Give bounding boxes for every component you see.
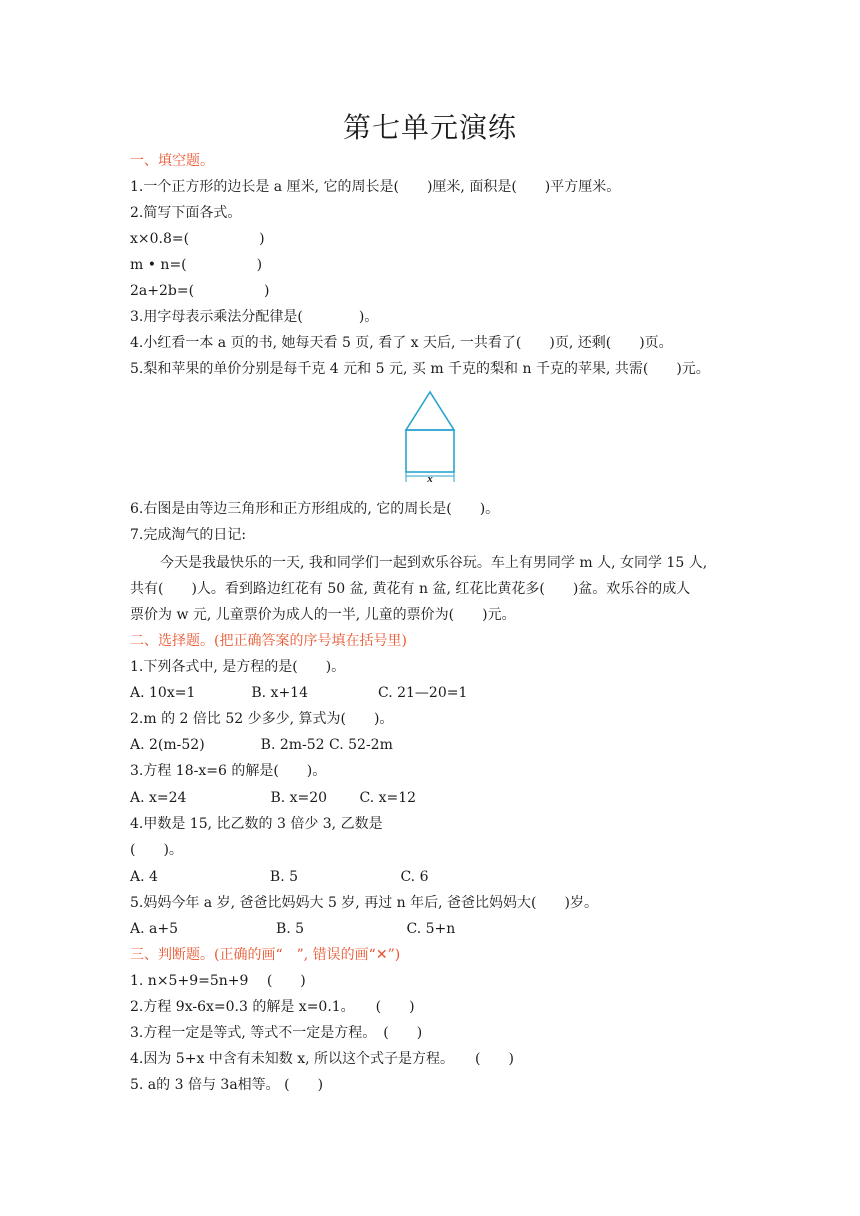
options-line: A. 10x=1 B. x+14 C. 21—20=1 bbox=[130, 685, 468, 701]
diary-line: 今天是我最快乐的一天, 我和同学们一起到欢乐谷玩。车上有男同学 m 人, 女同学 15 人, bbox=[160, 555, 708, 571]
options-line: A. 4 B. 5 C. 6 bbox=[130, 869, 429, 885]
triangle-shape bbox=[406, 392, 454, 430]
options-line: A. 2(m-52) B. 2m-52 C. 52-2m bbox=[130, 737, 393, 753]
question-line: 3.用字母表示乘法分配律是( )。 bbox=[130, 309, 379, 325]
question-line: 7.完成淘气的日记: bbox=[130, 527, 247, 543]
question-line: 5. a的 3 倍与 3a相等。 ( ) bbox=[130, 1077, 324, 1093]
question-line: m • n=( ) bbox=[130, 257, 263, 273]
question-line: 2a+2b=( ) bbox=[130, 283, 270, 299]
figure-label: x bbox=[427, 473, 433, 484]
question-line: 1.一个正方形的边长是 a 厘米, 它的周长是( )厘米, 面积是( )平方厘米。 bbox=[130, 179, 621, 195]
triangle-square-figure bbox=[398, 388, 462, 484]
section-heading-fill-blank: 一、填空题。 bbox=[130, 153, 214, 169]
diary-line: 票价为 w 元, 儿童票价为成人的一半, 儿童的票价为( )元。 bbox=[130, 607, 516, 623]
question-line: 2.m 的 2 倍比 52 少多少, 算式为( )。 bbox=[130, 711, 394, 727]
question-line: 4.甲数是 15, 比乙数的 3 倍少 3, 乙数是 bbox=[130, 816, 383, 832]
question-line: 5.妈妈今年 a 岁, 爸爸比妈妈大 5 岁, 再过 n 年后, 爸爸比妈妈大( )岁。 bbox=[130, 895, 598, 911]
question-line: 3.方程 18-x=6 的解是( )。 bbox=[130, 763, 327, 779]
question-line: ( )。 bbox=[130, 842, 183, 858]
page-title: 第七单元演练 bbox=[342, 111, 517, 144]
question-line: 1. n×5+9=5n+9 ( ) bbox=[130, 973, 306, 989]
options-line: A. a+5 B. 5 C. 5+n bbox=[130, 921, 456, 937]
question-line: x×0.8=( ) bbox=[130, 231, 265, 247]
options-line: A. x=24 B. x=20 C. x=12 bbox=[130, 790, 417, 806]
section-heading-choice: 二、选择题。(把正确答案的序号填在括号里) bbox=[130, 633, 407, 649]
question-line: 3.方程一定是等式, 等式不一定是方程。 ( ) bbox=[130, 1025, 423, 1041]
question-line: 5.梨和苹果的单价分别是每千克 4 元和 5 元, 买 m 千克的梨和 n 千克的苹果, 共需( )元。 bbox=[130, 361, 710, 377]
question-line: 4.因为 5+x 中含有未知数 x, 所以这个式子是方程。 ( ) bbox=[130, 1051, 514, 1067]
question-line: 2.方程 9x-6x=0.3 的解是 x=0.1。 ( ) bbox=[130, 999, 415, 1015]
question-line: 6.右图是由等边三角形和正方形组成的, 它的周长是( )。 bbox=[130, 501, 500, 517]
section-heading-judge: 三、判断题。(正确的画“ ”, 错误的画“✕”) bbox=[130, 947, 401, 963]
question-line: 2.简写下面各式。 bbox=[130, 205, 242, 221]
square-shape bbox=[406, 430, 454, 472]
question-line: 1.下列各式中, 是方程的是( )。 bbox=[130, 659, 346, 675]
diary-line: 共有( )人。看到路边红花有 50 盆, 黄花有 n 盆, 红花比黄花多( )盆。欢乐谷的成人 bbox=[130, 581, 691, 597]
question-line: 4.小红看一本 a 页的书, 她每天看 5 页, 看了 x 天后, 一共看了( )页, 还剩( )页。 bbox=[130, 335, 673, 351]
